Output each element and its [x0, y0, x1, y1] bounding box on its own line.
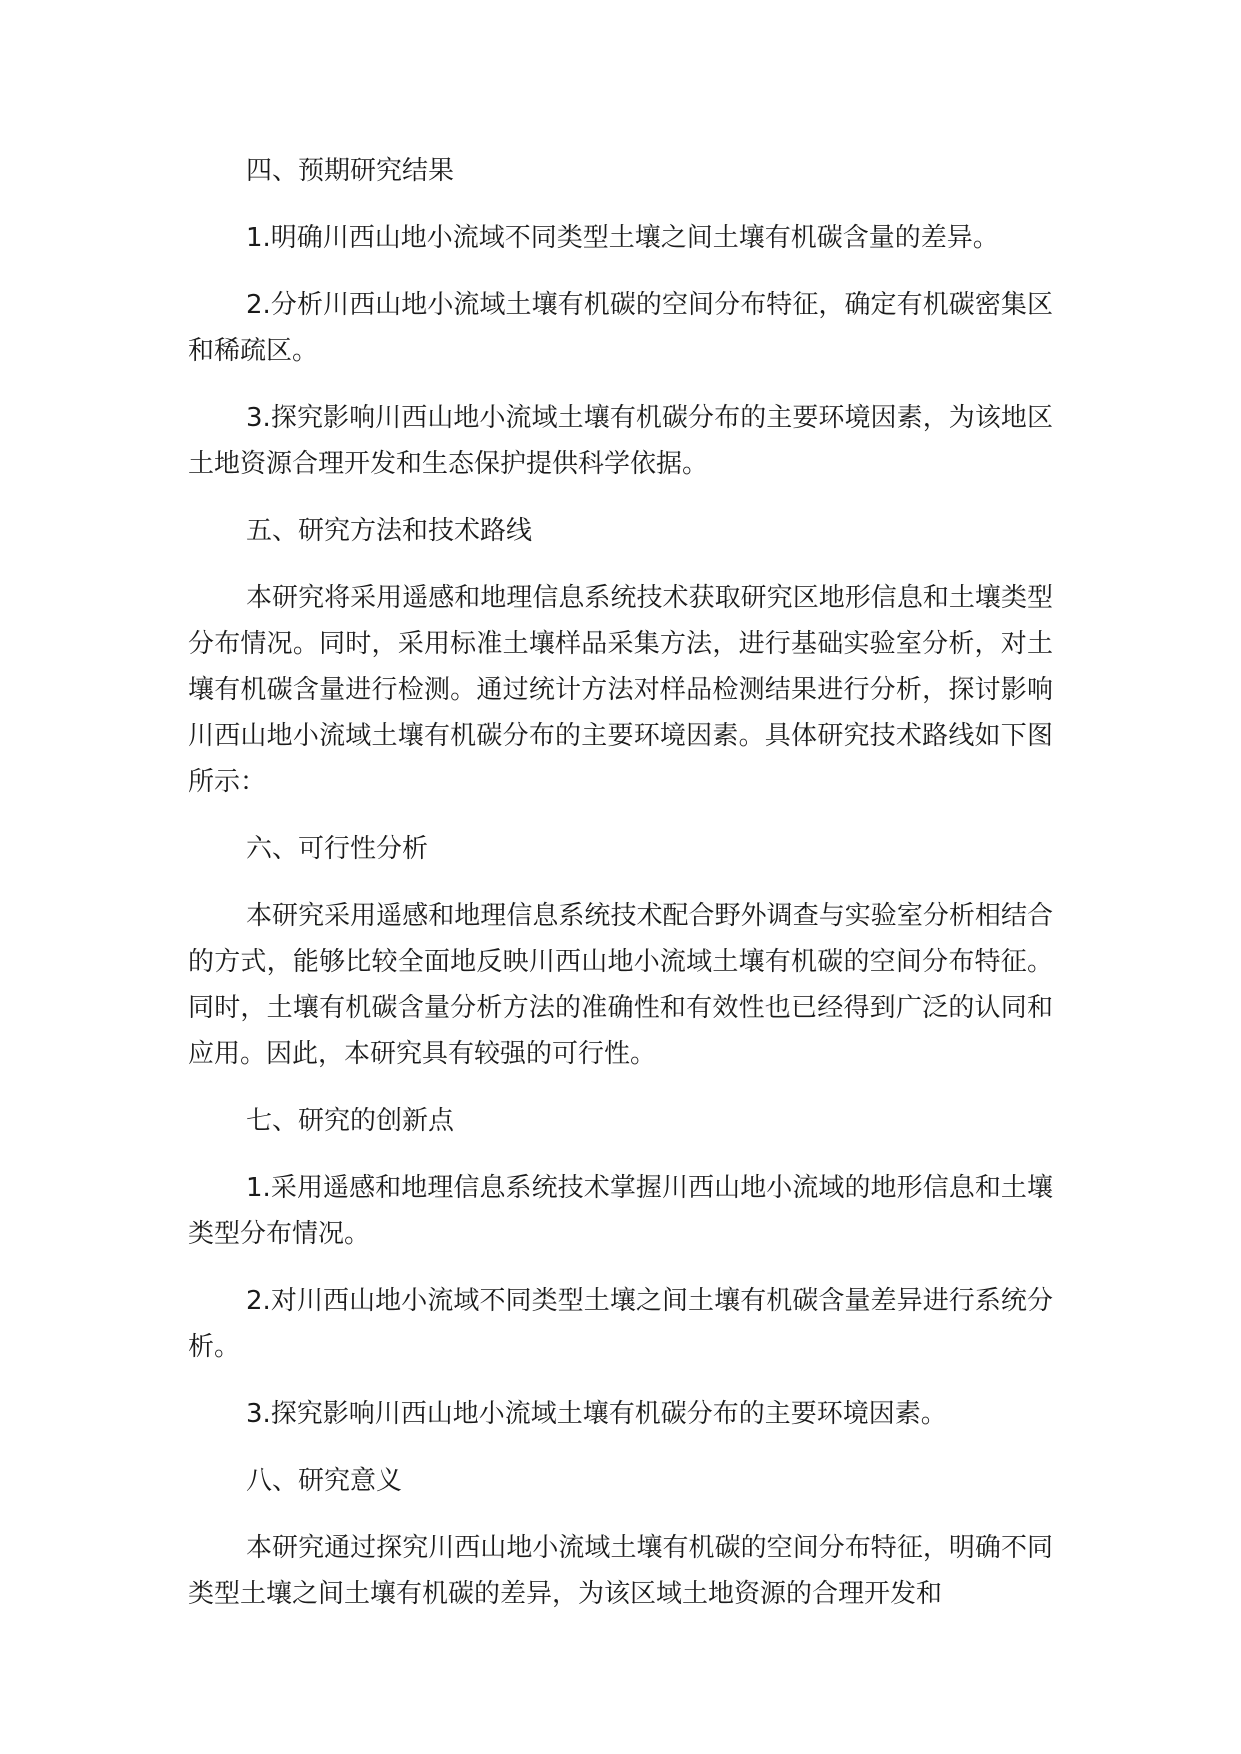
- innovation-item-3: 3.探究影响川西山地小流域土壤有机碳分布的主要环境因素。: [246, 1399, 947, 1429]
- section-heading-feasibility: 六、可行性分析: [246, 834, 429, 864]
- innovation-item-2: 2.对川西山地小流域不同类型土壤之间土壤有机碳含量差异进行系统分析。: [188, 1286, 1053, 1362]
- result-item-1: 1.明确川西山地小流域不同类型土壤之间土壤有机碳含量的差异。: [246, 223, 999, 253]
- innovation-item-1: 1.采用遥感和地理信息系统技术掌握川西山地小流域的地形信息和土壤类型分布情况。: [188, 1173, 1053, 1249]
- significance-paragraph: 本研究通过探究川西山地小流域土壤有机碳的空间分布特征，明确不同类型土壤之间土壤有机碳的差异，为该区域土地资源的合理开发和: [188, 1533, 1053, 1609]
- result-item-3: 3.探究影响川西山地小流域土壤有机碳分布的主要环境因素，为该地区土地资源合理开发和生态保护提供科学依据。: [188, 403, 1053, 479]
- section-heading-expected-results: 四、预期研究结果: [246, 156, 455, 186]
- result-item-2: 2.分析川西山地小流域土壤有机碳的空间分布特征，确定有机碳密集区和稀疏区。: [188, 290, 1053, 366]
- section-heading-innovation: 七、研究的创新点: [246, 1106, 455, 1136]
- document-page: [188, 148, 1053, 1617]
- section-heading-significance: 八、研究意义: [246, 1466, 403, 1496]
- feasibility-paragraph: 本研究采用遥感和地理信息系统技术配合野外调查与实验室分析相结合的方式，能够比较全面地反映川西山地小流域土壤有机碳的空间分布特征。同时，土壤有机碳含量分析方法的准确性和有效性也已经得到广泛的认同和应用。因此，本研究具有较强的可行性。: [188, 901, 1053, 1069]
- methods-paragraph: 本研究将采用遥感和地理信息系统技术获取研究区地形信息和土壤类型分布情况。同时，采用标准土壤样品采集方法，进行基础实验室分析，对土壤有机碳含量进行检测。通过统计方法对样品检测结果进行分析，探讨影响川西山地小流域土壤有机碳分布的主要环境因素。具体研究技术路线如下图所示：: [188, 583, 1053, 797]
- section-heading-methods: 五、研究方法和技术路线: [246, 516, 533, 546]
